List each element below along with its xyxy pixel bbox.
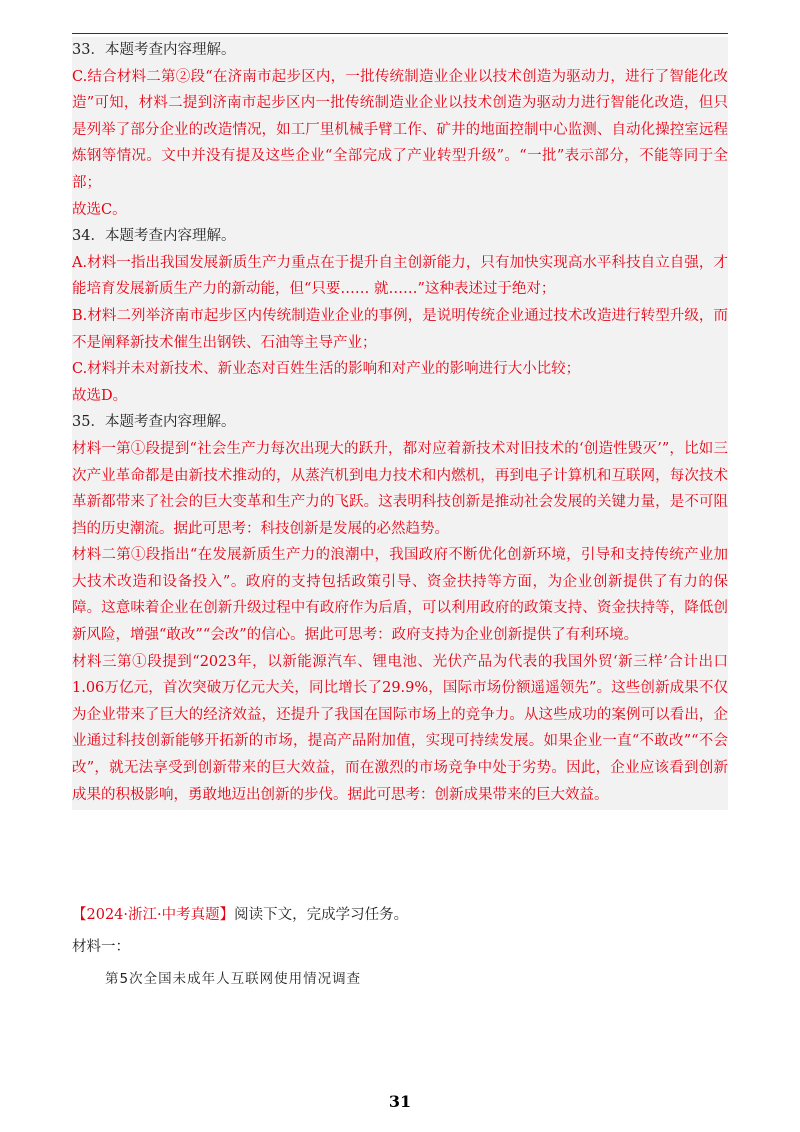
question-33-paragraph: C.结合材料二第②段“在济南市起步区内，一批传统制造业企业以技术创造为驱动力，进行了智能化改造”可知，材料二提到济南市起步区内一批传统制造业企业以技术创造为驱动力进行智能化改造，但只是列举了部分企业的改造情况，如工厂里机械手臂工作、矿井的地面控制中心监测、自动化操控室远程炼钢等情况。文中并没有提及这些企业“全部完成了产业转型升级”。“一批”表示部分，不能等同于全部； xyxy=(72,68,728,191)
page-number: 31 xyxy=(388,1092,412,1111)
question-33-heading: 33．本题考查内容理解。 xyxy=(72,42,236,58)
question-35-material-2: 材料二第①段指出“在发展新质生产力的浪潮中，我国政府不断优化创新环境，引导和支持传统产业加大技术改造和设备投入”。政府的支持包括政策引导、资金扶持等方面，为企业创新提供了有力的保障。这意味着企业在创新升级过程中有政府作为后盾，可以利用政府的政策支持、资金扶持等，降低创新风险，增强“敢改”“会改”的信心。据此可思考：政府支持为企业创新提供了有利环境。 xyxy=(72,547,728,644)
question-34-conclusion: 故选D。 xyxy=(72,387,128,404)
question-34-option-c: C.材料并未对新技术、新业态对百姓生活的影响和对产业的影响进行大小比较； xyxy=(72,361,581,378)
exam-source-tag: 【2024·浙江·中考真题】 xyxy=(72,907,235,923)
top-rule xyxy=(72,33,728,34)
answer-analysis-block xyxy=(72,37,728,810)
question-33-conclusion: 故选C。 xyxy=(72,201,127,218)
question-35-material-1: 材料一第①段提到“社会生产力每次出现大的跃升，都对应着新技术对旧技术的‘创造性毁灭’”，比如三次产业革命都是由新技术推动的，从蒸汽机到电力技术和内燃机，再到电子计算机和互联网，每次技术革新都带来了社会的巨大变革和生产力的飞跃。这表明科技创新是推动社会发展的关键力量，是不可阻挡的历史潮流。据此可思考：科技创新是发展的必然趋势。 xyxy=(72,440,728,537)
task-instruction-line xyxy=(72,903,728,924)
material-one-label: 材料一： xyxy=(72,939,130,955)
question-35-material-3: 材料三第①段提到“2023年，以新能源汽车、锂电池、光伏产品为代表的我国外贸‘新三样’合计出口1.06万亿元，首次突破万亿元大关，同比增长了29.9%，国际市场份额遥遥领先”。这些创新成果不仅为企业带来了巨大的经济效益，还提升了我国在国际市场上的竞争力。从这些成功的案例可以看出，企业通过科技创新能够开拓新的市场，提高产品附加值，实现可持续发展。如果企业一直“不敢改”“不会改”，就无法享受到创新带来的巨大效益，而在激烈的市场竞争中处于劣势。因此，企业应该看到创新成果的积极影响，勇敢地迈出创新的步伐。据此可思考：创新成果带来的巨大效益。 xyxy=(72,653,728,803)
question-34-heading: 34．本题考查内容理解。 xyxy=(72,228,236,245)
task-instruction: 阅读下文，完成学习任务。 xyxy=(234,907,409,923)
question-34-option-b: B.材料二列举济南市起步区内传统制造业企业的事例，是说明传统企业通过技术改造进行转型升级，而不是阐释新技术催生出钢铁、石油等主导产业； xyxy=(72,307,728,351)
question-35-heading: 35．本题考查内容理解。 xyxy=(72,414,236,431)
question-34-option-a: A.材料一指出我国发展新质生产力重点在于提升自主创新能力，只有加快实现高水平科技自立自强，才能培育发展新质生产力的新动能，但“只要…… 就……”这种表述过于绝对； xyxy=(72,254,728,298)
survey-title: 第5次全国未成年人互联网使用情况调查 xyxy=(105,971,362,987)
